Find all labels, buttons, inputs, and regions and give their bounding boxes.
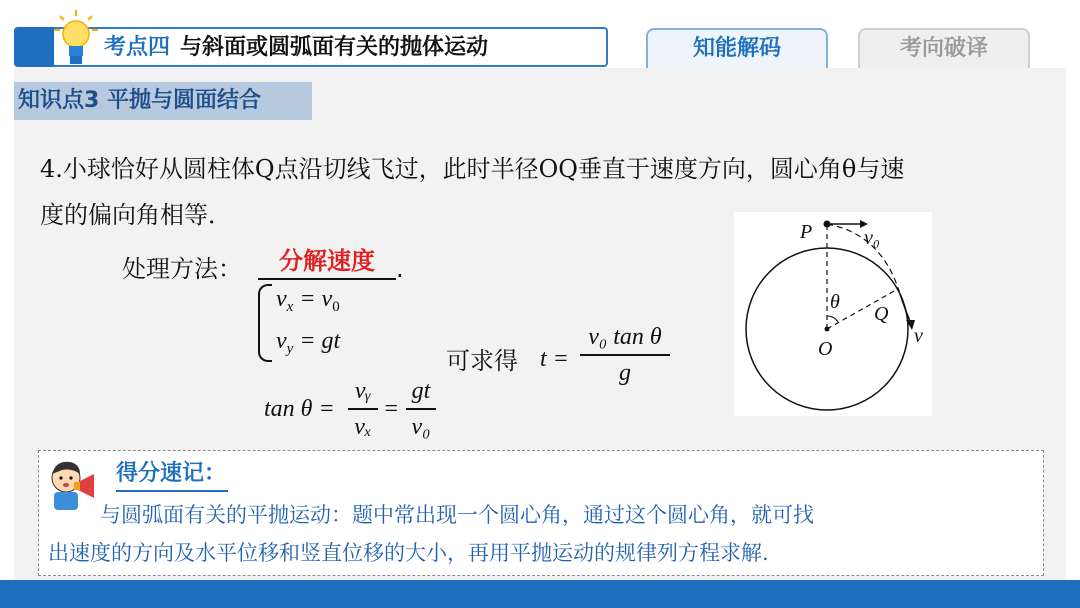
label-q: Q — [874, 303, 889, 325]
projectile-circle-diagram — [734, 212, 932, 416]
t-formula-lhs: t = — [540, 346, 569, 372]
equation-brace — [258, 284, 272, 362]
tab-knowledge-decode[interactable]: 知能解码 — [646, 28, 828, 68]
point-o — [825, 327, 830, 332]
lightbulb-icon — [52, 8, 100, 70]
tan-formula-equals: = — [383, 396, 400, 422]
tan-fraction-vy-vx: vᵧ vₓ — [348, 376, 378, 442]
point-p — [824, 221, 831, 228]
tan-fraction-gt-v0: gt v₀ — [406, 376, 436, 442]
equation-vx: $v_x = v_0$ — [276, 286, 340, 315]
header-accent — [14, 27, 54, 67]
angle-arc — [827, 316, 838, 322]
speaker-avatar-icon — [44, 454, 104, 512]
summary-line-2: 出速度的方向及水平位移和竖直位移的大小，再用平抛运动的规律列方程求解. — [48, 541, 769, 565]
method-answer: 分解速度 — [258, 244, 396, 280]
section-number: 考点四 — [104, 35, 171, 60]
label-v0: v₀ — [864, 227, 880, 249]
label-o: O — [818, 338, 833, 360]
knowledge-point-label: 知识点3 平抛与圆面结合 — [14, 82, 312, 120]
t-formula-fraction: v₀ tan θ g — [580, 322, 670, 388]
label-theta: θ — [830, 291, 840, 313]
content-line-1: 4.小球恰好从圆柱体Q点沿切线飞过，此时半径OQ垂直于速度方向，圆心角θ与速 — [40, 155, 905, 183]
label-v: v — [914, 325, 923, 347]
method-label: 处理方法： — [122, 255, 242, 283]
label-p: P — [800, 221, 813, 243]
summary-line-1: 与圆弧面有关的平抛运动：题中常出现一个圆心角，通过这个圆心角，就可找 — [100, 503, 814, 527]
equation-vy: $v_y$ = gt — [276, 328, 341, 357]
bottom-bar — [0, 580, 1080, 608]
tan-formula-lhs: tan θ = — [264, 396, 335, 422]
header-title — [104, 30, 488, 66]
content-line-2: 度的偏向角相等． — [40, 201, 232, 229]
tab-exam-direction[interactable]: 考向破译 — [858, 28, 1030, 68]
method-end: . — [396, 255, 404, 283]
can-get-label: 可求得 — [446, 347, 518, 375]
summary-title: 得分速记： — [116, 458, 228, 492]
section-title: 与斜面或圆弧面有关的抛体运动 — [180, 35, 489, 60]
